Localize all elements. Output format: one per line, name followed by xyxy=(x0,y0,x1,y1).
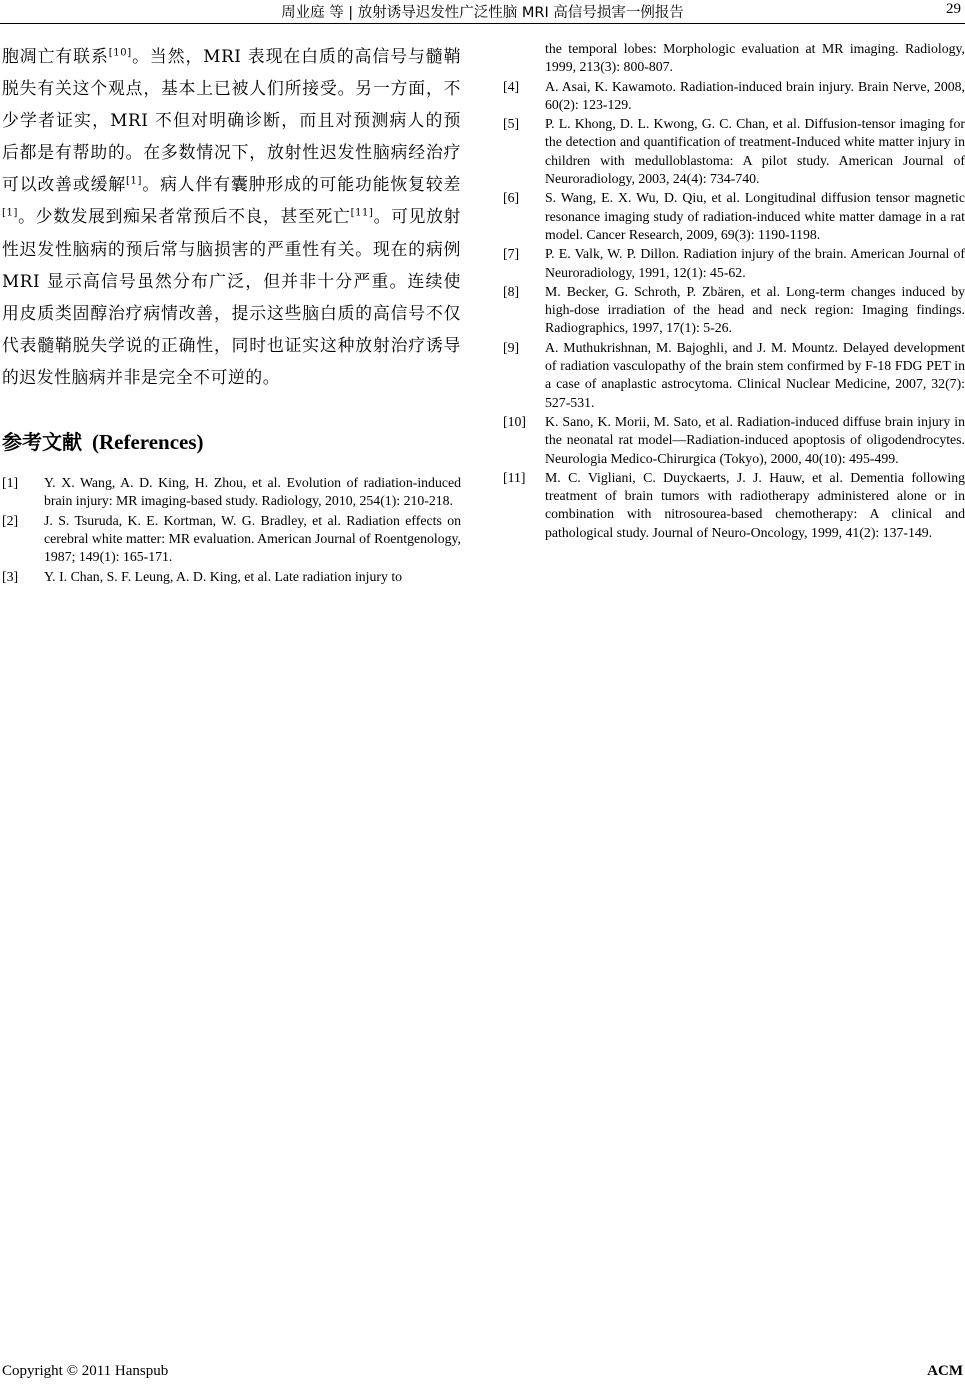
reference-text: M. Becker, G. Schroth, P. Zbären, et al. Long-term changes induced by high-dose irradiation of the head and neck region: Imaging findings. Radiographics, 1997, 17(1): 5-26. xyxy=(545,283,965,336)
journal-name: ACM xyxy=(927,1363,963,1379)
reference-number: [11] xyxy=(503,469,526,485)
body-text: 。少数发展到痴呆者常预后不良，甚至死亡 xyxy=(17,206,351,227)
reference-text: A. Muthukrishnan, M. Bajoghli, and J. M. Mountz. Delayed development of radiation vasculopathy of the brain stem confirmed by F-18 FDG PET in a case of anaplastic astrocytoma. Clinical Nuclear Medicine, 2007, 32(7): 527-531. xyxy=(545,339,965,410)
references-heading xyxy=(2,426,461,456)
body-paragraph xyxy=(2,40,461,393)
body-text: 。病人伴有囊肿形成的可能功能恢复较差 xyxy=(142,174,461,195)
reference-item xyxy=(503,283,965,338)
right-column xyxy=(503,40,965,543)
reference-number: [4] xyxy=(503,78,520,94)
reference-text: A. Asai, K. Kawamoto. Radiation-induced brain injury. Brain Nerve, 2008, 60(2): 123-129. xyxy=(545,78,965,112)
reference-item xyxy=(2,474,461,511)
reference-number: [5] xyxy=(503,116,520,132)
reference-text: K. Sano, K. Morii, M. Sato, et al. Radiation-induced diffuse brain injury in the neonatal rat model—Radiation-induced apoptosis of oligodendrocytes. Neurologia Medico-Chirurgica (Tokyo), 2000, 40(10): 495-499. xyxy=(545,413,965,466)
reference-number: [10] xyxy=(503,413,526,429)
reference-text: J. S. Tsuruda, K. E. Kortman, W. G. Bradley, et al. Radiation effects on cerebral white matter: MR evaluation. American Journal of Roentgenology, 1987; 149(1): 165-171. xyxy=(44,512,461,565)
reference-text: Y. X. Wang, A. D. King, H. Zhou, et al. Evolution of radiation-induced brain injury: MR imaging-based study. Radiology, 2010, 254(1): 210-218. xyxy=(44,475,461,509)
page-header xyxy=(0,0,965,24)
reference-text: S. Wang, E. X. Wu, D. Qiu, et al. Longitudinal diffusion tensor magnetic resonance imaging study of radiation-induced white matter damage in a rat model. Cancer Research, 2009, 69(3): 1190-1198. xyxy=(545,190,965,242)
citation-link[interactable]: [11] xyxy=(350,207,374,219)
reference-item xyxy=(2,512,461,567)
reference-text: M. C. Vigliani, C. Duyckaerts, J. J. Hauw, et al. Dementia following treatment of brain tumors with radiotherapy administered alone or in combination with nitrosourea-based chemotherapy: A clinical and pathological study. Journal of Neuro-Oncology, 1999, 41(2): 137-149. xyxy=(545,469,965,540)
body-text: 胞凋亡有联系 xyxy=(2,46,109,66)
citation-link[interactable]: [1] xyxy=(126,175,143,187)
reference-continuation: the temporal lobes: Morphologic evaluation at MR imaging. Radiology, 1999, 213(3): 800-807. xyxy=(545,41,965,75)
reference-number: [1] xyxy=(2,475,19,491)
reference-item xyxy=(503,469,965,542)
reference-item xyxy=(503,413,965,468)
reference-item xyxy=(2,568,461,586)
body-text: 。当然，MRI 表现在白质的高信号与髓鞘脱失有关这个观点，基本上已被人们所接受。另一方面，不少学者证实，MRI 不但对明确诊断，而且对预测病人的预后都是有帮助的。在多数情况下，放射性迟发性脑病经治疗可以改善或缓解 xyxy=(2,46,461,195)
left-column xyxy=(2,40,461,587)
reference-list-left xyxy=(2,474,461,586)
reference-text: Y. I. Chan, S. F. Leung, A. D. King, et al. Late radiation injury to xyxy=(44,568,403,584)
reference-text: P. L. Khong, D. L. Kwong, G. C. Chan, et al. Diffusion-tensor imaging for the detection and quantification of treatment-Induced white matter injury in children with medulloblastoma: A pilot study. American Journal of Neuroradiology, 2003, 24(4): 734-740. xyxy=(545,116,965,187)
page-number: 29 xyxy=(946,1,961,17)
reference-item xyxy=(503,115,965,188)
references-heading-cn: 参考文献 xyxy=(2,430,82,455)
reference-number: [6] xyxy=(503,190,520,206)
body-text: 。可见放射性迟发性脑病的预后常与脑损害的严重性有关。现在的病例 MRI 显示高信号虽然分布广泛，但并非十分严重。连续使用皮质类固醇治疗病情改善，提示这些脑白质的高信号不仅代表髓鞘脱失学说的正确性，同时也证实这种放射治疗诱导的迟发性脑病并非是完全不可逆的。 xyxy=(2,206,461,387)
reference-item xyxy=(503,78,965,115)
reference-number: [9] xyxy=(503,339,520,355)
citation-link[interactable]: [10] xyxy=(108,47,132,59)
reference-number: [3] xyxy=(2,568,19,584)
citation-link[interactable]: [1] xyxy=(2,207,18,219)
reference-item xyxy=(503,245,965,282)
reference-text: P. E. Valk, W. P. Dillon. Radiation injury of the brain. American Journal of Neuroradiology, 1991, 12(1): 45-62. xyxy=(545,246,965,280)
reference-number: [2] xyxy=(2,512,19,528)
references-heading-en: (References) xyxy=(92,430,204,455)
reference-item xyxy=(503,339,965,412)
copyright-notice: Copyright © 2011 Hanspub xyxy=(2,1363,169,1379)
reference-number: [7] xyxy=(503,246,520,262)
reference-item xyxy=(503,189,965,244)
reference-number: [8] xyxy=(503,283,520,299)
running-title: 周业庭 等 | 放射诱导迟发性广泛性脑 MRI 高信号损害一例报告 xyxy=(281,5,684,21)
